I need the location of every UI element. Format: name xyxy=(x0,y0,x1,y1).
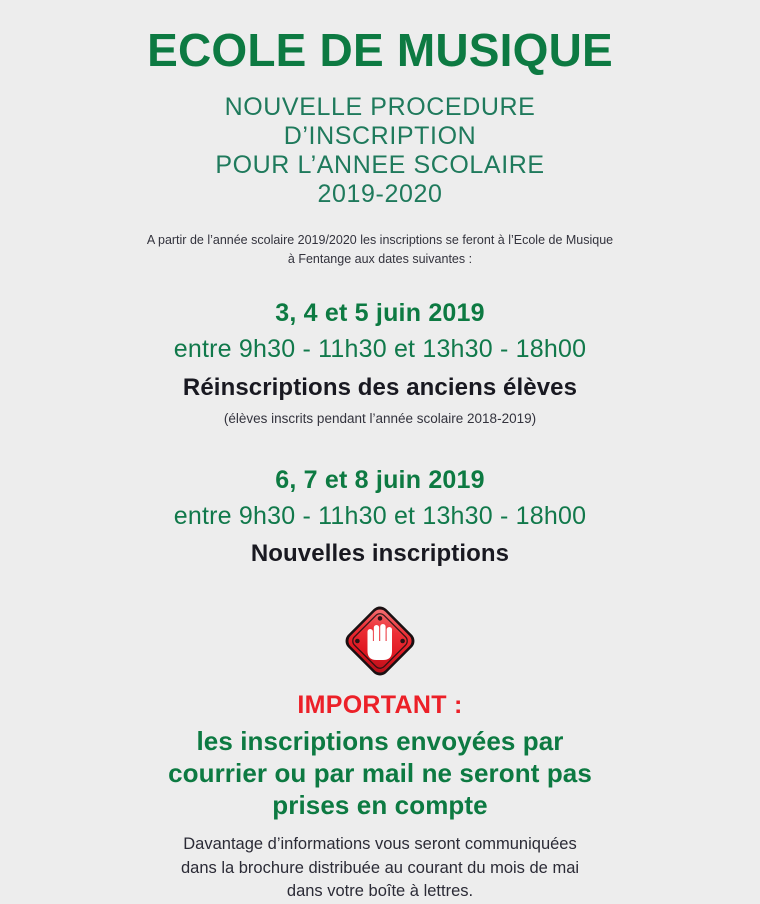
subtitle-line-3: POUR L’ANNEE SCOLAIRE xyxy=(215,150,545,179)
footer-line-1: Davantage d’informations vous seront communiquées xyxy=(183,835,577,854)
session-kind: Réinscriptions des anciens élèves xyxy=(182,373,578,401)
intro-line-1: A partir de l’année scolaire 2019/2020 les inscriptions se feront à l’Ecole de Musique xyxy=(146,232,614,247)
intro-paragraph xyxy=(80,231,680,269)
footer-note xyxy=(80,833,680,903)
warning-icon-container xyxy=(80,599,680,683)
session-kind: Nouvelles inscriptions xyxy=(250,540,510,568)
session-note: (élèves inscrits pendant l’année scolaire 2018-2019) xyxy=(223,410,537,426)
subtitle-line-1: NOUVELLE PROCEDURE xyxy=(224,92,536,121)
important-line-2: courrier ou par mail ne seront pas xyxy=(168,757,592,788)
important-line-1: les inscriptions envoyées par xyxy=(196,726,564,757)
important-message xyxy=(80,726,680,821)
important-line-3: prises en compte xyxy=(272,789,488,820)
stop-hand-icon xyxy=(339,601,421,681)
session-block-nouvelles xyxy=(80,465,680,570)
session-hours: entre 9h30 - 11h30 et 13h30 - 18h00 xyxy=(173,335,587,364)
subtitle-line-4: 2019-2020 xyxy=(317,179,443,208)
footer-line-3: dans votre boîte à lettres. xyxy=(286,882,474,901)
session-block-reinscriptions xyxy=(80,298,680,428)
footer-line-2: dans la brochure distribuée au courant du mois de mai xyxy=(180,858,580,877)
session-dates: 6, 7 et 8 juin 2019 xyxy=(275,465,485,494)
important-label: IMPORTANT : xyxy=(297,691,463,720)
subtitle-line-2: D’INSCRIPTION xyxy=(283,121,477,150)
intro-line-2: à Fentange aux dates suivantes : xyxy=(287,251,473,266)
page-title: ECOLE DE MUSIQUE xyxy=(147,24,613,76)
session-dates: 3, 4 et 5 juin 2019 xyxy=(275,299,485,328)
session-hours: entre 9h30 - 11h30 et 13h30 - 18h00 xyxy=(173,501,587,530)
subtitle-block xyxy=(80,93,680,209)
